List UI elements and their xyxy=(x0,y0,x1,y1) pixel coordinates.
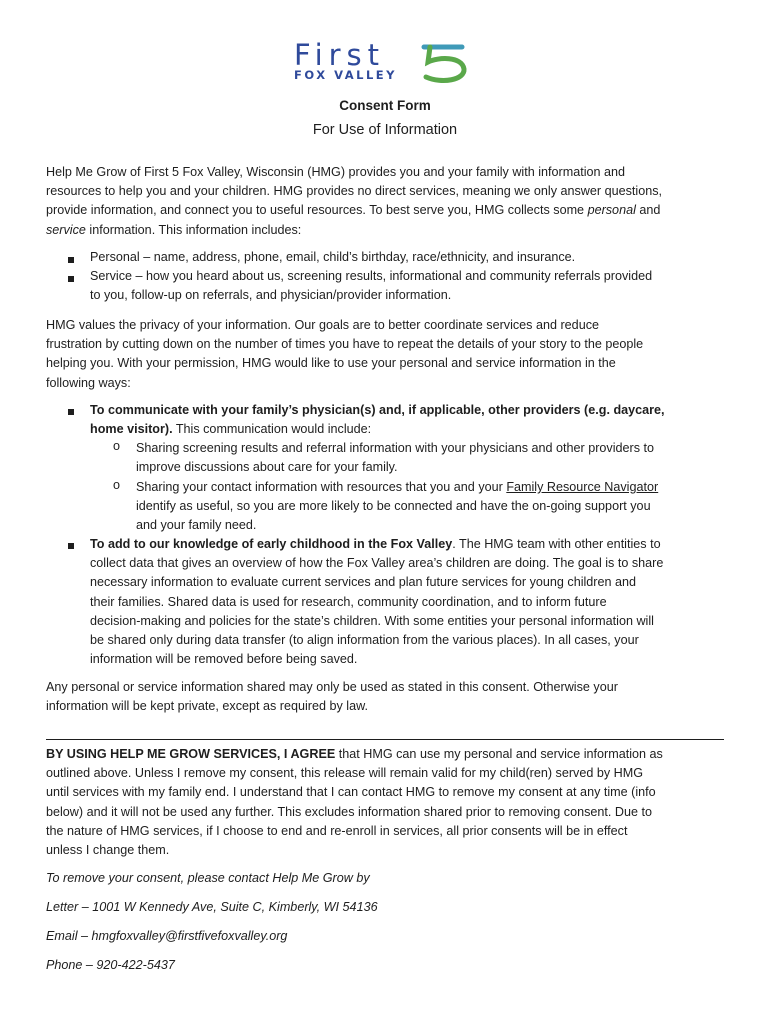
contact-intro xyxy=(46,869,736,888)
use-physician-line xyxy=(90,420,730,439)
logo-five-mark xyxy=(418,44,474,84)
bullet-personal xyxy=(90,248,730,267)
divider-line xyxy=(46,739,724,740)
limit-line: information will be kept private, except as required by law. xyxy=(46,699,369,714)
agreement-line xyxy=(46,745,736,764)
personal-word: personal xyxy=(587,203,636,218)
bullet-line: to you, follow-up on referrals, and physician/provider information. xyxy=(90,288,452,303)
agreement-paragraph xyxy=(46,745,736,860)
agreement-line: below) and it will not be used any further. This excludes information shared prior to removing consent. Due to xyxy=(46,804,652,819)
sub-bullet-circle-icon: o xyxy=(113,478,121,492)
intro-line-text: information. This information includes: xyxy=(85,222,302,237)
agreement-text: that HMG can use my personal and service information as xyxy=(335,747,663,761)
intro-line: resources to help you and your children. HMG provides no direct services, meaning we only answer questions, xyxy=(46,184,662,199)
bullet-line: Service – how you heard about us, screening results, informational and community referrals provided xyxy=(90,269,653,283)
privacy-line: HMG values the privacy of your information. Our goals are to better coordinate services and reduce xyxy=(46,318,599,332)
intro-paragraph xyxy=(46,163,736,240)
use-knowledge-line xyxy=(90,535,730,554)
and-word: and xyxy=(635,203,661,218)
bullet-line: Personal – name, address, phone, email, child’s birthday, race/ethnicity, and insurance. xyxy=(90,250,576,264)
use-knowledge-line: necessary information to evaluate current services and plan future services for young children and xyxy=(90,575,637,590)
bullet-square-icon xyxy=(68,274,74,284)
service-word: service xyxy=(46,222,86,237)
privacy-line: frustration by cutting down on the number of times you have to repeat the details of your story to the people xyxy=(46,337,644,352)
first5-fox-valley-logo xyxy=(290,38,480,84)
use-physician-heading xyxy=(90,401,730,420)
use-knowledge-line: be shared only during data transfer (to align information from the various places). In all cases, your xyxy=(90,633,639,648)
logo-first-text: First xyxy=(294,38,386,72)
sub-bullet-text: Sharing your contact information with resources that you and your xyxy=(136,480,507,494)
family-resource-navigator-link[interactable]: Family Resource Navigator xyxy=(506,480,659,494)
agreement-bold: BY USING HELP ME GROW SERVICES, I AGREE xyxy=(46,747,336,761)
contact-phone-text[interactable]: Phone – 920-422-5437 xyxy=(46,958,175,972)
logo-fox-valley-text: FOX VALLEY xyxy=(294,68,397,82)
bullet-service xyxy=(90,267,730,305)
use-knowledge-line: collect data that gives an overview of how the Fox Valley area’s children are doing. The goal is to share xyxy=(90,556,664,571)
sub-bullet-line xyxy=(136,478,736,497)
intro-line xyxy=(46,221,736,240)
form-title: Consent Form xyxy=(339,98,431,113)
agreement-line: until services with my family end. I understand that I can contact HMG to remove my consent at any time (info xyxy=(46,785,656,800)
contact-email-text[interactable]: Email – hmgfoxvalley@firstfivefoxvalley.org xyxy=(46,929,288,943)
contact-letter xyxy=(46,898,736,917)
bullet-square-icon xyxy=(68,255,74,265)
agreement-line: unless I change them. xyxy=(46,843,170,858)
intro-line xyxy=(46,201,736,220)
use-knowledge-bullet xyxy=(90,535,730,669)
agreement-line: the nature of HMG services, if I choose to end and re-enroll in services, all prior consents will be in effect xyxy=(46,823,628,838)
sub-bullet-contact xyxy=(136,478,736,536)
use-knowledge-line: their families. Shared data is used for research, community coordination, and to inform future xyxy=(90,594,607,609)
sub-bullet-line: identify as useful, so you are more likely to be connected and have the on-going support you xyxy=(136,499,651,514)
form-subtitle: For Use of Information xyxy=(312,122,458,138)
limit-paragraph xyxy=(46,678,736,716)
use-physician-bullet xyxy=(90,401,730,439)
use-physician-text: This communication would include: xyxy=(172,422,372,437)
contact-intro-text: To remove your consent, please contact Help Me Grow by xyxy=(46,871,370,885)
agreement-line: outlined above. Unless I remove my consent, this release will remain valid for my child(ren) served by HMG xyxy=(46,766,644,781)
sub-bullet-line: improve discussions about care for your family. xyxy=(136,460,398,475)
contact-email xyxy=(46,927,736,946)
use-knowledge-bold: To add to our knowledge of early childhood in the Fox Valley xyxy=(90,537,453,551)
use-knowledge-line: information will be removed before being saved. xyxy=(90,652,358,667)
sub-bullet-line: Sharing screening results and referral information with your physicians and other providers to xyxy=(136,441,655,455)
intro-line-text: provide information, and connect you to useful resources. To best serve you, HMG collects some xyxy=(46,203,588,218)
use-knowledge-text: . The HMG team with other entities to xyxy=(452,537,661,551)
use-knowledge-line: decision-making and policies for the state’s children. With some entities your personal information will xyxy=(90,613,654,628)
use-physician-bold: To communicate with your family’s physician(s) and, if applicable, other providers (e.g. daycare, xyxy=(90,403,665,417)
contact-letter-text: Letter – 1001 W Kennedy Ave, Suite C, Kimberly, WI 54136 xyxy=(46,900,378,914)
bullet-square-icon xyxy=(68,541,74,551)
use-physician-bold: home visitor). xyxy=(90,422,173,437)
privacy-line: following ways: xyxy=(46,375,131,390)
privacy-paragraph xyxy=(46,316,736,393)
limit-line: Any personal or service information shared may only be used as stated in this consent. Otherwise your xyxy=(46,680,618,694)
intro-line: Help Me Grow of First 5 Fox Valley, Wisconsin (HMG) provides you and your family with information and xyxy=(46,165,626,179)
privacy-line: helping you. With your permission, HMG would like to use your personal and service information in the xyxy=(46,356,616,371)
sub-bullet-line: and your family need. xyxy=(136,518,257,533)
bullet-square-icon xyxy=(68,407,74,417)
sub-bullet-screening xyxy=(136,439,736,477)
contact-phone xyxy=(46,956,736,975)
sub-bullet-circle-icon: o xyxy=(113,439,121,453)
